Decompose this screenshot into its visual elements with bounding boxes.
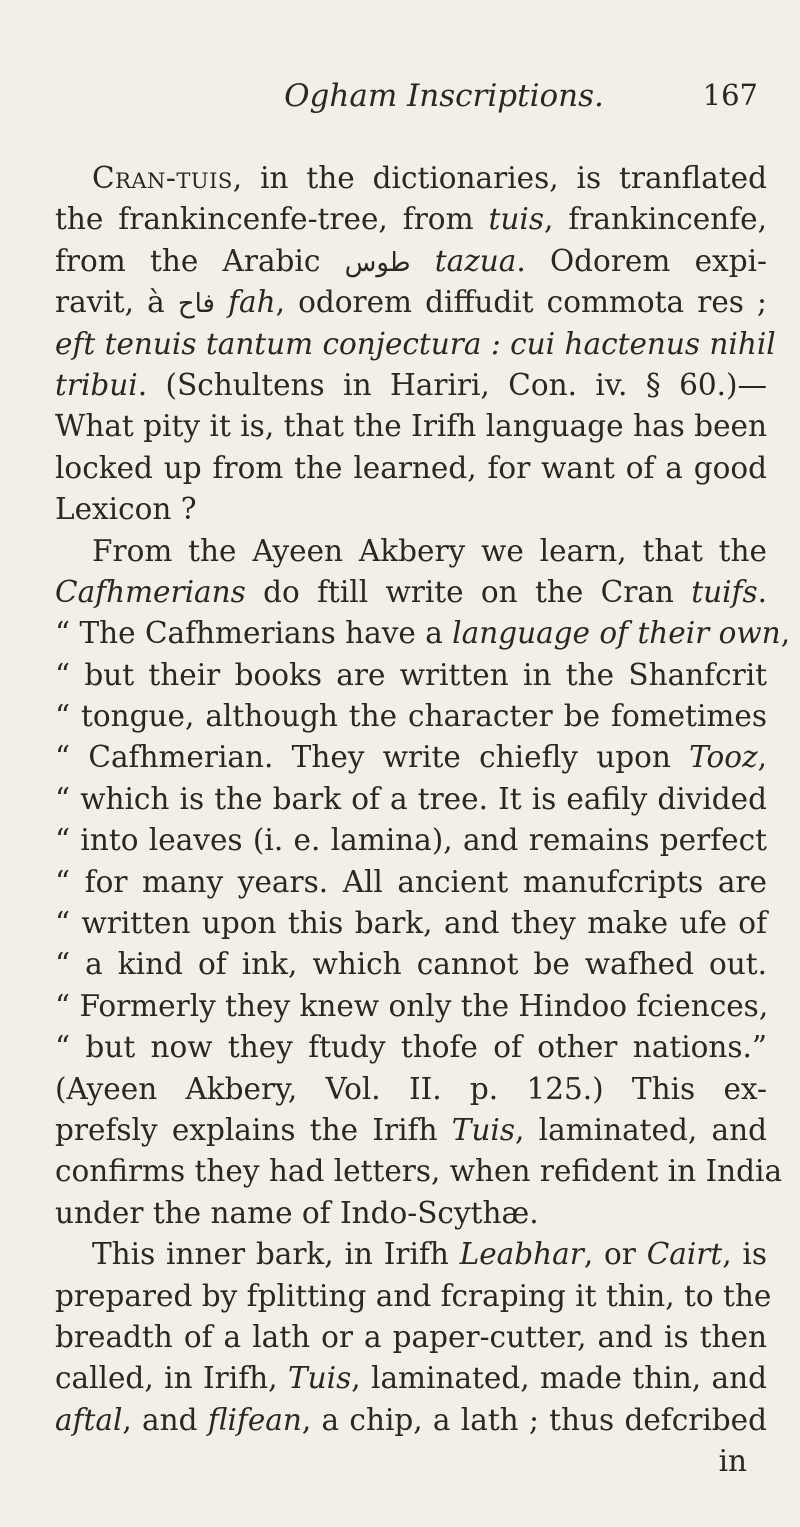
text-line: eft tenuis tantum conjectura : cui hactenus nihil	[55, 326, 776, 361]
text-line: from the Arabic طوس tazua. Odorem expi-	[55, 243, 767, 278]
text-line: This inner bark, in Irifh Leabhar, or Cairt, is	[92, 1237, 768, 1272]
text-line: “ The Cafhmerians have a language of their own,	[55, 616, 791, 651]
arabic-word: فاح	[177, 289, 215, 320]
text-line: under the name of Indo-Scythæ.	[55, 1195, 539, 1230]
text-line: called, in Irifh, Tuis, laminated, made thin, and	[55, 1361, 767, 1396]
body-text	[55, 158, 791, 1483]
running-title: Ogham Inscriptions.	[284, 78, 604, 114]
text-line: the frankincenfe-tree, from tuis, frankincenfe,	[55, 202, 768, 237]
arabic-word: طوس	[344, 247, 411, 278]
text-line: “ but their books are written in the Shanfcrit	[55, 657, 767, 692]
text-line: “ but now they ftudy thofe of other nations.”	[55, 1030, 767, 1065]
page-number: 167	[702, 78, 758, 112]
text-line: prefsly explains the Irifh Tuis, laminated, and	[55, 1112, 767, 1147]
text-line: “ written upon this bark, and they make ufe of	[55, 906, 767, 941]
page-header	[130, 62, 758, 112]
text-line: aftal, and flifean, a chip, a lath ; thus defcribed	[55, 1402, 767, 1437]
text-line: “ into leaves (i. e. lamina), and remains perfect	[55, 823, 767, 858]
text-line: Lexicon ?	[55, 492, 197, 527]
text-line: “ Cafhmerian. They write chiefly upon Tooz,	[55, 740, 767, 775]
text-line: prepared by fplitting and fcraping it thin, to the	[55, 1278, 772, 1313]
text-line: breadth of a lath or a paper-cutter, and is then	[55, 1319, 767, 1354]
catchword: in	[718, 1444, 747, 1479]
text-line: tribui. (Schultens in Hariri, Con. iv. § 60.)—	[55, 367, 767, 402]
text-line: What pity it is, that the Irifh language has been	[55, 409, 767, 444]
text-line: “ a kind of ink, which cannot be wafhed out.	[55, 947, 767, 982]
text-line: ravit, à فاح fah, odorem diffudit commota res ;	[55, 285, 767, 320]
text-line: locked up from the learned, for want of a good	[55, 450, 767, 485]
text-line: Cran-tuis, in the dictionaries, is tranflated	[92, 161, 767, 195]
text-line: confirms they had letters, when refident in India	[55, 1154, 783, 1189]
text-line: “ for many years. All ancient manufcripts are	[55, 864, 767, 899]
text-line: From the Ayeen Akbery we learn, that the	[92, 533, 767, 568]
text-line: (Ayeen Akbery, Vol. II. p. 125.) This ex-	[55, 1071, 767, 1106]
headword: Cran-tuis	[92, 161, 233, 195]
text-line: Cafhmerians do ftill write on the Cran tuifs.	[55, 574, 767, 609]
text-line: “ which is the bark of a tree. It is eafily divided	[55, 781, 767, 816]
text-line: “ tongue, although the character be fometimes	[55, 699, 767, 734]
text-line: “ Formerly they knew only the Hindoo fciences,	[55, 988, 769, 1023]
